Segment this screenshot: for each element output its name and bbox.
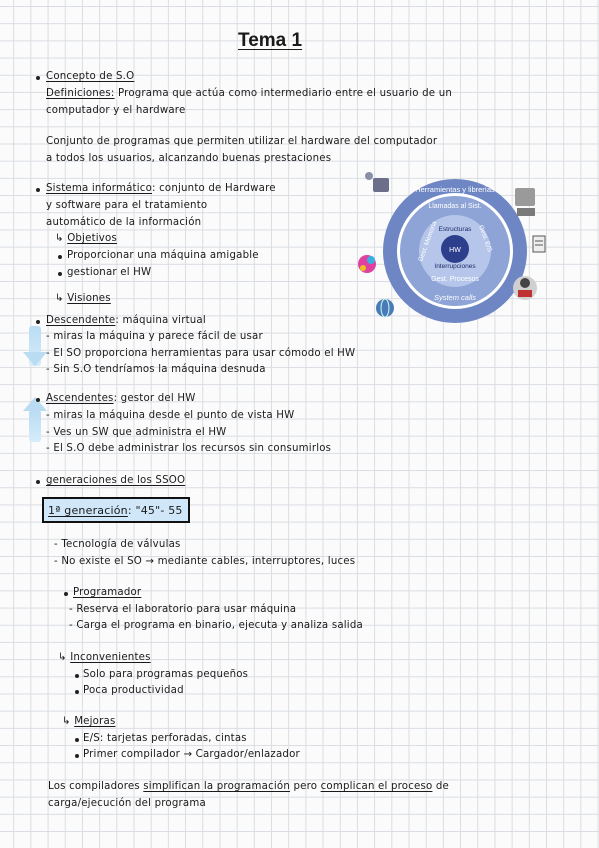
interrupts-label: Interrupciones (434, 263, 476, 270)
sub-arrow-icon: ↳ (55, 293, 68, 304)
users-icon (365, 172, 389, 192)
sub-arrow-icon: ↳ (58, 652, 71, 663)
definiciones-text: Programa que actúa como intermediario entre el usuario de un (114, 88, 453, 99)
text-line: Primer compilador → Cargador/enlazador (83, 749, 300, 760)
bullet (58, 255, 62, 259)
text-line (46, 182, 276, 195)
text-line (46, 314, 206, 327)
bullet (36, 480, 40, 484)
text-line: Solo para programas pequeños (83, 669, 249, 680)
bullet (58, 272, 62, 276)
syscalls-label: System calls (433, 293, 477, 302)
text-line: - Tecnología de válvulas (54, 539, 181, 550)
text-fragment: pero (290, 781, 321, 792)
bullet (75, 754, 79, 758)
text-line: - Carga el programa en binario, ejecuta y analiza salida (69, 620, 363, 631)
user-icon (513, 276, 537, 300)
text-line: computador y el hardware (46, 105, 186, 116)
simplifican-text: simplifican la programación (143, 781, 290, 792)
programador-label: Programador (73, 587, 142, 598)
es-label: Gest. E/S (477, 224, 494, 253)
sub-arrow-icon: ↳ (62, 716, 75, 727)
text-line (46, 87, 452, 100)
up-arrow-icon (29, 410, 41, 442)
text-fragment: de (432, 781, 450, 792)
bullet (36, 76, 40, 80)
descendente-label: Descendente (46, 315, 116, 326)
text-line: - El S.O debe administrar los recursos sin consumirlos (46, 443, 332, 454)
ring-calls-label: Llamadas al Sist. (428, 203, 482, 210)
inconvenientes-label: Inconvenientes (70, 652, 151, 663)
heading-concepto: Concepto de S.O (46, 71, 135, 82)
bullet (36, 320, 40, 324)
ascendentes-text: : gestor del HW (113, 393, 196, 404)
text-line (48, 504, 183, 517)
text-line: - El SO proporciona herramientas para usar cómodo el HW (46, 348, 356, 359)
structures-label: Estructuras (438, 226, 472, 233)
text-line: - Sin S.O tendríamos la máquina desnuda (46, 364, 266, 375)
text-line (58, 651, 151, 664)
bullet (75, 738, 79, 742)
text-line (55, 292, 111, 305)
os-layers-diagram (355, 170, 565, 330)
page-title: Tema 1 (238, 30, 303, 51)
up-arrowhead (23, 397, 47, 411)
text-line: a todos los usuarios, alcanzando buenas prestaciones (46, 153, 332, 164)
palette-icon (358, 255, 376, 273)
objetivos-label: Objetivos (67, 233, 117, 244)
document-icon (533, 236, 545, 252)
text-line: - miras la máquina desde el punto de vista HW (46, 410, 295, 421)
proc-label: Gest. Procesos (431, 276, 479, 283)
sistema-informatico-label: Sistema informático (46, 183, 153, 194)
complican-text: complican el proceso (320, 781, 433, 792)
primera-generacion-label: 1ª generación (48, 504, 128, 517)
text-line: carga/ejecución del programa (48, 798, 206, 809)
text-line (46, 392, 195, 405)
text-line: - Reserva el laboratorio para usar máquina (69, 604, 297, 615)
bullet (75, 690, 79, 694)
text-fragment: Los compiladores (48, 781, 144, 792)
hw-label: HW (449, 247, 461, 254)
primera-generacion-years: : "45"- 55 (127, 504, 183, 517)
text-line (48, 780, 449, 793)
globe-icon (376, 299, 394, 317)
mejoras-label: Mejoras (74, 716, 116, 727)
definiciones-label: Definiciones: (46, 88, 115, 99)
bullet (36, 188, 40, 192)
text-line: - Ves un SW que administra el HW (46, 427, 227, 438)
bullet (64, 592, 68, 596)
descendente-text: : máquina virtual (115, 315, 206, 326)
sub-arrow-icon: ↳ (55, 233, 68, 244)
down-arrowhead (23, 352, 47, 366)
visiones-label: Visiones (67, 293, 111, 304)
text-line: E/S: tarjetas perforadas, cintas (83, 733, 247, 744)
text-line: y software para el tratamiento (46, 200, 208, 211)
text-line: Poca productividad (83, 685, 184, 696)
text-line: - miras la máquina y parece fácil de usar (46, 331, 263, 342)
text-line: Conjunto de programas que permiten utilizar el hardware del computador (46, 136, 438, 147)
text-line (62, 715, 115, 728)
ascendentes-label: Ascendentes (46, 393, 114, 404)
heading-generaciones: generaciones de los SSOO (46, 475, 186, 486)
text-line: automático de la información (46, 217, 202, 228)
ring-tools-label: Herramientas y librerías (415, 185, 495, 194)
text-line: gestionar el HW (67, 267, 152, 278)
bullet (75, 674, 79, 678)
sistema-informatico-text: : conjunto de Hardware (152, 183, 276, 194)
text-line: Proporcionar una máquina amigable (67, 250, 259, 261)
mem-label: Gest. Memoria (417, 220, 439, 263)
bullet (36, 398, 40, 402)
computer-icon (515, 188, 535, 216)
text-line (55, 232, 117, 245)
text-line: - No existe el SO → mediante cables, interruptores, luces (54, 556, 356, 567)
